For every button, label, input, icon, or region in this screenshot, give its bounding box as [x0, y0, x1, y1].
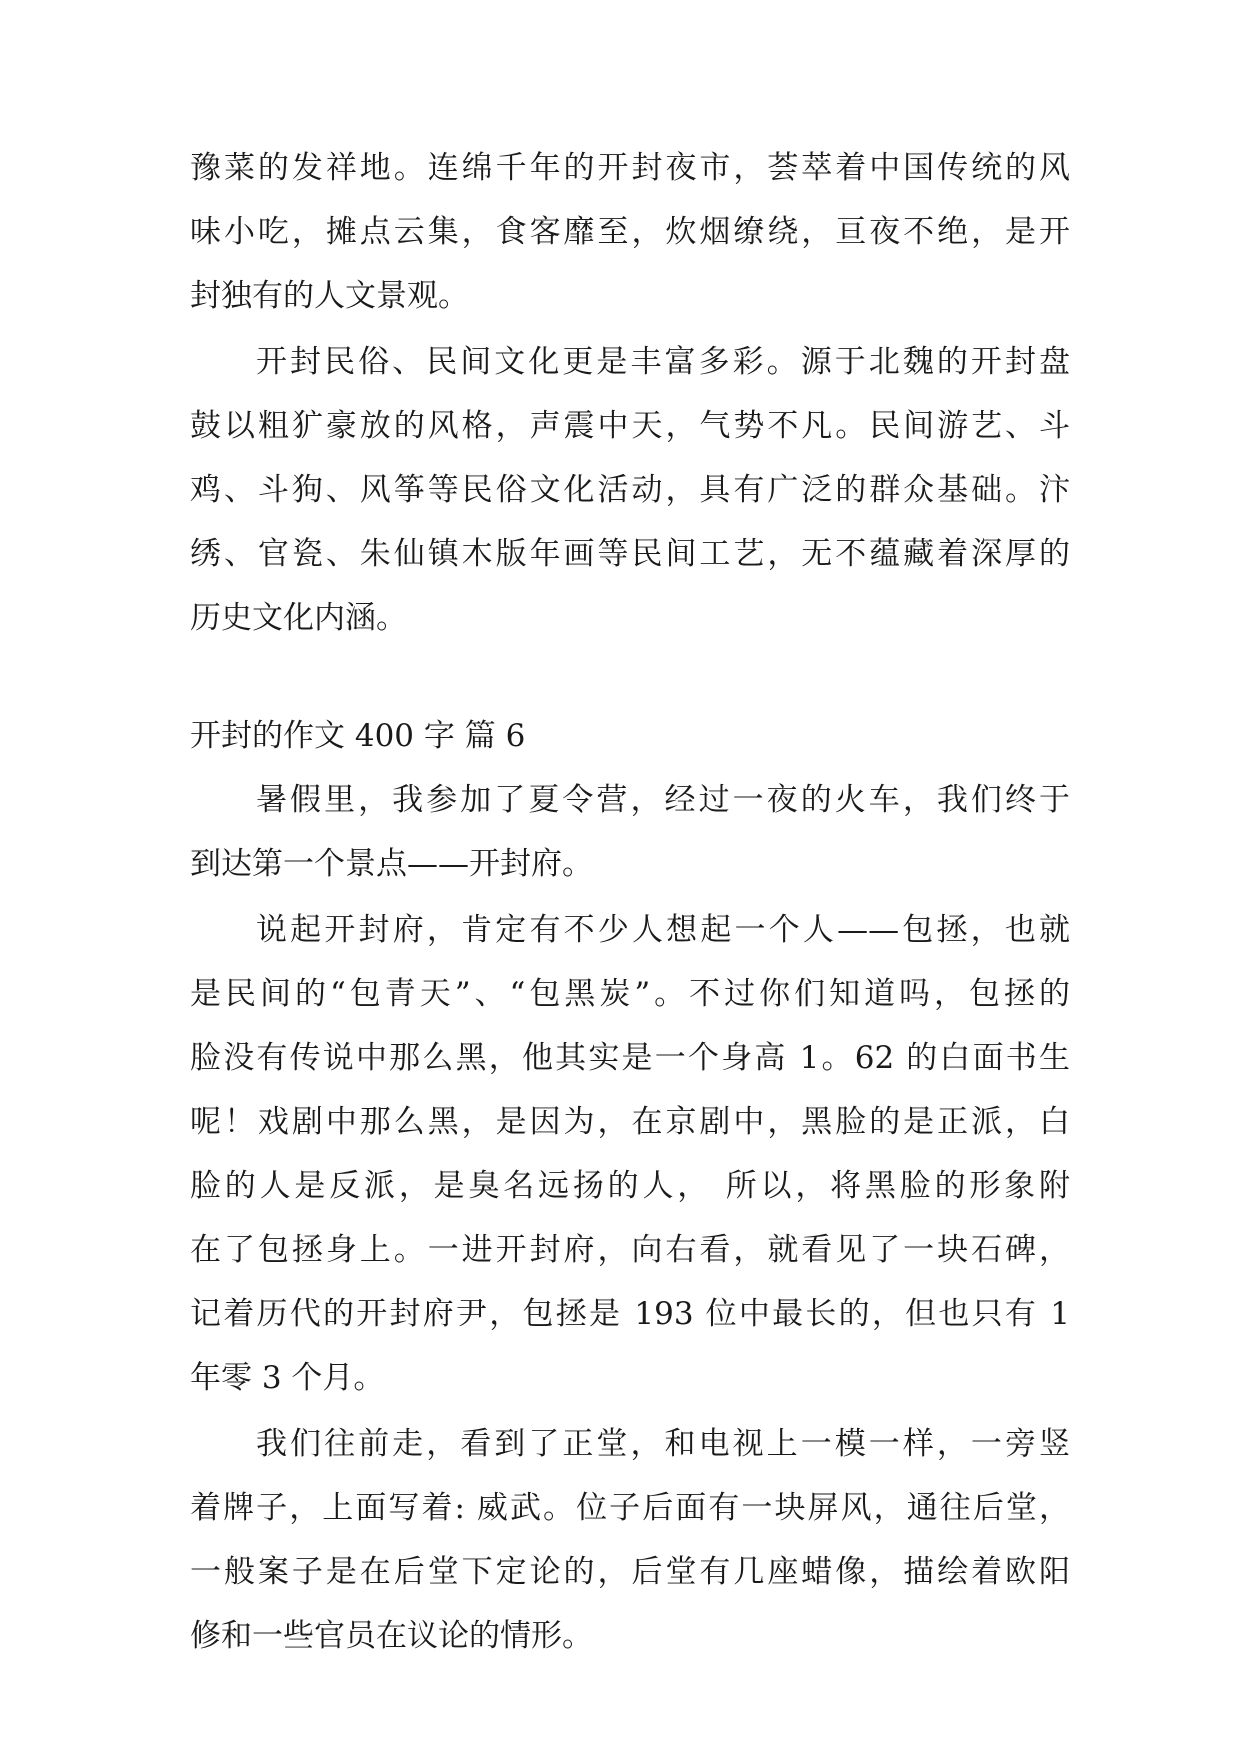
- paragraph-line: 着牌子，上面写着: 威武。位子后面有一块屏风，通往后堂，: [190, 1490, 1070, 1526]
- paragraph-line: 鸡、斗狗、风筝等民俗文化活动，具有广泛的群众基础。汴: [190, 472, 1070, 508]
- section-heading: 开封的作文 400 字 篇 6: [190, 718, 526, 754]
- paragraph-line: 暑假里，我参加了夏令营，经过一夜的火车，我们终于: [256, 782, 1070, 818]
- paragraph-line: 开封民俗、民间文化更是丰富多彩。源于北魏的开封盘: [256, 344, 1070, 380]
- paragraph-line: 一般案子是在后堂下定论的，后堂有几座蜡像，描绘着欧阳: [190, 1554, 1070, 1590]
- paragraph-line: 我们往前走，看到了正堂，和电视上一模一样，一旁竖: [256, 1426, 1070, 1462]
- paragraph-line: 绣、官瓷、朱仙镇木版年画等民间工艺，无不蕴藏着深厚的: [190, 536, 1070, 572]
- paragraph-line: 呢！戏剧中那么黑，是因为，在京剧中，黑脸的是正派，白: [190, 1104, 1070, 1140]
- paragraph-line: 脸的人是反派，是臭名远扬的人， 所以，将黑脸的形象附: [190, 1168, 1070, 1204]
- paragraph-line: 鼓以粗犷豪放的风格，声震中天，气势不凡。民间游艺、斗: [190, 408, 1070, 444]
- paragraph-line: 脸没有传说中那么黑，他其实是一个身高 1。62 的白面书生: [190, 1040, 1070, 1076]
- paragraph-line: 是民间的“包青天”、“包黑炭”。不过你们知道吗，包拯的: [190, 976, 1070, 1012]
- paragraph-line: 年零 3 个月。: [190, 1360, 385, 1396]
- paragraph-line: 在了包拯身上。一进开封府，向右看，就看见了一块石碑，: [190, 1232, 1070, 1268]
- paragraph-line: 修和一些官员在议论的情形。: [190, 1618, 593, 1654]
- paragraph-line: 豫菜的发祥地。连绵千年的开封夜市，荟萃着中国传统的风: [190, 150, 1070, 186]
- paragraph-line: 说起开封府，肯定有不少人想起一个人——包拯，也就: [256, 912, 1070, 948]
- paragraph-line: 历史文化内涵。: [190, 600, 407, 636]
- paragraph-line: 味小吃，摊点云集，食客靡至，炊烟缭绕，亘夜不绝，是开: [190, 214, 1070, 250]
- paragraph-line: 封独有的人文景观。: [190, 278, 469, 314]
- paragraph-line: 到达第一个景点——开封府。: [190, 846, 593, 882]
- paragraph-line: 记着历代的开封府尹，包拯是 193 位中最长的，但也只有 1: [190, 1296, 1070, 1332]
